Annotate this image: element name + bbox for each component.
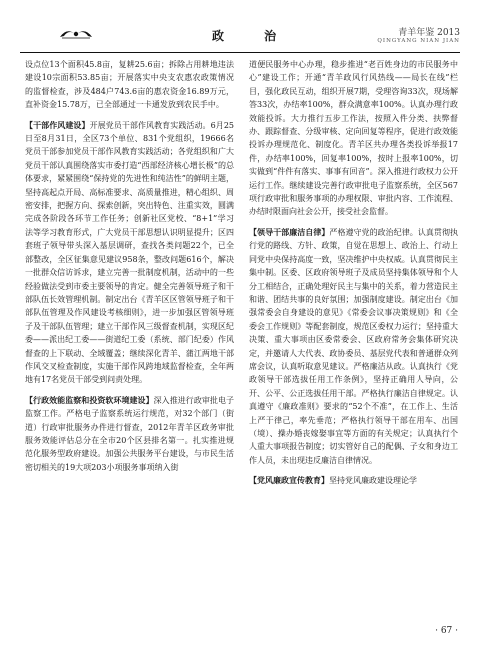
cadre-style-text: 开展党员干部作风教育实践活动。6月25日至8月31日，全区73个单位、831个党组织，19666名党员干部参加党员干部作风教育实践活动；各党组织和广大党员干部认真围绕落实市委打造“西部经济核心增长极”的总体要求，紧紧围绕“保持党的先进性和纯洁性”的鲜明主题，坚持高起点开局、高标准要求、高质量推进，精心组织、周密安排，把握方向、探索创新，突出特色、注重实效，圆满完成各阶段各环节工作任务；创新社区党校、“8+1”学习法等学习教育形式，广大党员干部思想认识明显提升；区四套班子领导带头深入基层调研，查找各类问题22个，已全部整改，全区征集意见建议958条，整改问题616个，解决一批群众信访诉求，建立完善一批制度机制，活动中的一些经验做法受到市委主要领导的肯定。健全完善领导班子和干部队伍长效管理机制。制定出台《青羊区区管领导班子和干部队伍管理及作风建设考核细则》，进一步加强区管领导班子及干部队伍管理；建立干部作风三级督查机制，实现区纪委——派出纪工委——街道纪工委（系统、部门纪委）作风督查的上下联动、全域覆盖；继续深化青羊、蒲江两地干部作风交叉检查制度，实施干部作风跨地域监督检查，全年两地有17名党员干部受到问责处理。 [25, 120, 234, 385]
efficiency-section [25, 394, 234, 474]
cadre-style-heading: 【干部作风建设】 [25, 119, 90, 130]
integrity-education-section [249, 474, 458, 487]
cadre-style-section [25, 119, 234, 387]
self-discipline-text: 严格遵守党的政治纪律。认真贯彻执行党的路线、方针、政策，自觉在思想上、政治上、行动上同党中央保持高度一致，坚决维护中央权威。认真贯彻民主集中制。区委、区政府领导班子及成员坚持集体领导和个人分工相结合，正确处理好民主与集中的关系，着力营造民主和谐、团结共事的良好氛围；加强制度建设。制定出台《加强常委会自身建设的意见》《常委会议事决策规则》和《全委会工作规则》等配套制度，规范区委权力运行；坚持重大决策、重大事项由区委常委会、区政府常务会集体研究决定，并邀请人大代表、政协委员、基层党代表和普通群众列席会议，认真听取意见建议。严格廉洁从政。认真执行《党政领导干部选拔任用工作条例》，坚持正确用人导向，公开、公平、公正选拔任用干部。严格执行廉洁自律规定。认真遵守《廉政准则》要求的“52个不准”，在工作上、生活上严于律己，率先垂范；严格执行领导干部在用车、出国（境）、操办婚丧嫁娶事宜等方面的有关规定；认真执行个人重大事项报告制度；切实管好自己的配偶、子女和身边工作人员，未出现违反廉洁自律情况。 [249, 227, 459, 465]
left-column [25, 58, 234, 474]
self-discipline-heading: 【领导干部廉洁自律】 [249, 226, 330, 237]
left-intro-paragraph: 设点位13个面积45.8亩，复耕25.6亩；拆除占用耕地违法建设10宗面积53.85亩；开展落实中央支农惠农政策情况的监督检查，涉及484户743.6亩的惠农资金16.89万元，直补资金15.78万，已全部通过一卡通发放到农民手中。 [25, 60, 234, 110]
header-rule [20, 52, 460, 53]
section-title: 政 治 [212, 29, 295, 43]
right-column [249, 58, 458, 488]
efficiency-heading: 【行政效能监察和投资软环境建设】 [25, 394, 154, 405]
right-intro-paragraph: 道便民服务中心办理，稳步推进“老百姓身边的市民服务中心”建设工作；开通“青羊政风行风热线——局长在线”栏目，强化政民互动，组织开展7期，受理咨询33次，现场解答33次，办结率100%，群众满意率100%。认真办理行政效能投诉。大力推行五步工作法，按照入件分类、扶弊督办、跟踪督查、分级审核、定向回复等程序，促进行政效能投诉办理规范化、制度化。青羊区共办理各类投诉举报17件，办结率100%，回复率100%，按时上报率100%，切实做到“件件有落实、事事有回音”。深入推进行政权力公开运行工作。继续建设完善行政审批电子监察系统，全区567项行政审批和服务事项的办理权限、审批内容、工作流程、办结时限面向社会公开，接受社会监督。 [249, 60, 458, 217]
self-discipline-section [249, 226, 458, 467]
page-number: · 67 · [435, 626, 458, 636]
yearbook-title: 青羊年鉴 2013 [398, 28, 460, 38]
integrity-education-heading: 【党风廉政宣传教育】 [249, 475, 329, 486]
yearbook-subtitle: QINGYANG NIAN JIAN [377, 38, 460, 44]
integrity-education-text: 坚持党风廉政建设理论学 [329, 476, 417, 486]
efficiency-text: 深入推进行政审批电子监察工作。严格电子监察系统运行规范，对32个部门（街道）行政审批服务办件进行督查，2012年青羊区政务审批服务效能评估总分在全市20个区县排名第一。扎实推进规范化服务型政府建设。加强公共服务平台建设，与市民生活密切相关的19大项203小项服务事项纳入街 [25, 395, 234, 472]
header-ornament-icon [58, 26, 94, 40]
